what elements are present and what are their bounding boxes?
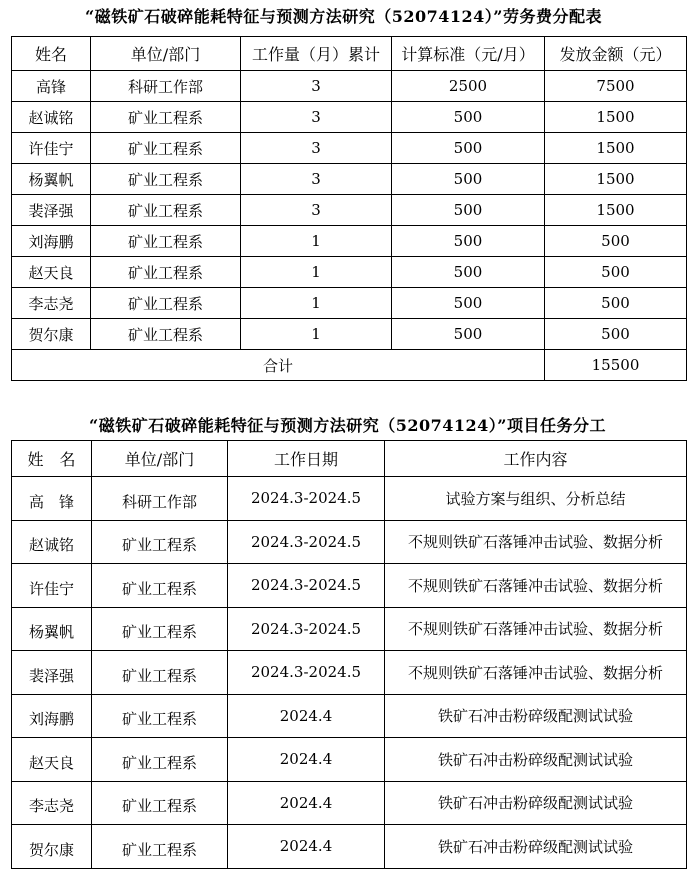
cell-name: 赵诚铭 xyxy=(12,520,92,564)
header-date: 工作日期 xyxy=(228,441,385,477)
cell-name: 裴泽强 xyxy=(12,195,91,226)
cell-date: 2024.4 xyxy=(228,694,385,738)
cell-months: 1 xyxy=(241,257,392,288)
total-amount: 15500 xyxy=(545,350,687,381)
table-row xyxy=(12,164,687,195)
header-name: 姓 名 xyxy=(12,441,92,477)
cell-rate: 500 xyxy=(392,288,545,319)
cell-unit: 矿业工程系 xyxy=(91,195,241,226)
cell-rate: 500 xyxy=(392,195,545,226)
task-table-header-row xyxy=(12,441,687,477)
task-division-table xyxy=(11,440,687,869)
header-amount: 发放金额（元） xyxy=(545,37,687,71)
cell-months: 3 xyxy=(241,71,392,102)
cell-amount: 7500 xyxy=(545,71,687,102)
cell-amount: 1500 xyxy=(545,195,687,226)
cell-unit: 科研工作部 xyxy=(91,71,241,102)
cell-date: 2024.4 xyxy=(228,825,385,869)
cell-unit: 矿业工程系 xyxy=(91,164,241,195)
table-row xyxy=(12,195,687,226)
cell-months: 1 xyxy=(241,226,392,257)
cell-unit: 矿业工程系 xyxy=(92,520,228,564)
table-row xyxy=(12,477,687,521)
table-row xyxy=(12,71,687,102)
cell-amount: 500 xyxy=(545,226,687,257)
cell-content: 铁矿石冲击粉碎级配测试试验 xyxy=(385,825,687,869)
cell-name: 许佳宁 xyxy=(12,564,92,608)
cell-date: 2024.3-2024.5 xyxy=(228,477,385,521)
table-row xyxy=(12,133,687,164)
cell-content: 不规则铁矿石落锤冲击试验、数据分析 xyxy=(385,607,687,651)
cell-name: 杨翼帆 xyxy=(12,607,92,651)
cell-months: 3 xyxy=(241,164,392,195)
cell-amount: 1500 xyxy=(545,133,687,164)
cell-name: 高 锋 xyxy=(12,477,92,521)
cell-rate: 500 xyxy=(392,164,545,195)
cell-name: 赵天良 xyxy=(12,738,92,782)
cell-amount: 500 xyxy=(545,288,687,319)
cell-months: 3 xyxy=(241,102,392,133)
table-row xyxy=(12,607,687,651)
cell-name: 贺尔康 xyxy=(12,319,91,350)
cell-rate: 500 xyxy=(392,226,545,257)
cell-date: 2024.3-2024.5 xyxy=(228,651,385,695)
labor-table-total-row xyxy=(12,350,687,381)
cell-name: 刘海鹏 xyxy=(12,694,92,738)
total-label: 合计 xyxy=(12,350,545,381)
cell-unit: 矿业工程系 xyxy=(91,226,241,257)
cell-date: 2024.3-2024.5 xyxy=(228,520,385,564)
cell-amount: 1500 xyxy=(545,164,687,195)
cell-name: 杨翼帆 xyxy=(12,164,91,195)
cell-name: 赵天良 xyxy=(12,257,91,288)
cell-name: 刘海鹏 xyxy=(12,226,91,257)
cell-name: 裴泽强 xyxy=(12,651,92,695)
cell-date: 2024.3-2024.5 xyxy=(228,564,385,608)
cell-rate: 500 xyxy=(392,133,545,164)
cell-unit: 科研工作部 xyxy=(92,477,228,521)
cell-content: 不规则铁矿石落锤冲击试验、数据分析 xyxy=(385,564,687,608)
header-rate: 计算标准（元/月） xyxy=(392,37,545,71)
labor-table-header-row xyxy=(12,37,687,71)
cell-rate: 500 xyxy=(392,319,545,350)
cell-months: 1 xyxy=(241,288,392,319)
table-row xyxy=(12,257,687,288)
cell-months: 1 xyxy=(241,319,392,350)
cell-unit: 矿业工程系 xyxy=(91,288,241,319)
cell-rate: 500 xyxy=(392,102,545,133)
cell-unit: 矿业工程系 xyxy=(92,607,228,651)
cell-content: 铁矿石冲击粉碎级配测试试验 xyxy=(385,694,687,738)
cell-name: 高锋 xyxy=(12,71,91,102)
cell-content: 试验方案与组织、分析总结 xyxy=(385,477,687,521)
cell-unit: 矿业工程系 xyxy=(91,133,241,164)
labor-table-title: “磁铁矿石破碎能耗特征与预测方法研究（52074124）”劳务费分配表 xyxy=(85,7,602,26)
cell-months: 3 xyxy=(241,195,392,226)
cell-content: 不规则铁矿石落锤冲击试验、数据分析 xyxy=(385,520,687,564)
table-row xyxy=(12,288,687,319)
table-row xyxy=(12,825,687,869)
cell-unit: 矿业工程系 xyxy=(92,651,228,695)
cell-unit: 矿业工程系 xyxy=(91,102,241,133)
header-name: 姓名 xyxy=(12,37,91,71)
cell-unit: 矿业工程系 xyxy=(92,564,228,608)
table-row xyxy=(12,694,687,738)
table-row xyxy=(12,781,687,825)
table-row xyxy=(12,564,687,608)
cell-rate: 500 xyxy=(392,257,545,288)
cell-date: 2024.4 xyxy=(228,781,385,825)
header-content: 工作内容 xyxy=(385,441,687,477)
cell-unit: 矿业工程系 xyxy=(91,257,241,288)
cell-unit: 矿业工程系 xyxy=(92,694,228,738)
task-table-title: “磁铁矿石破碎能耗特征与预测方法研究（52074124）”项目任务分工 xyxy=(89,416,606,435)
cell-amount: 500 xyxy=(545,257,687,288)
cell-unit: 矿业工程系 xyxy=(92,781,228,825)
cell-date: 2024.4 xyxy=(228,738,385,782)
header-months: 工作量（月）累计 xyxy=(241,37,392,71)
table-row xyxy=(12,226,687,257)
table-row xyxy=(12,319,687,350)
cell-unit: 矿业工程系 xyxy=(92,738,228,782)
cell-amount: 500 xyxy=(545,319,687,350)
table-row xyxy=(12,738,687,782)
cell-name: 贺尔康 xyxy=(12,825,92,869)
header-unit: 单位/部门 xyxy=(92,441,228,477)
cell-content: 铁矿石冲击粉碎级配测试试验 xyxy=(385,781,687,825)
header-unit: 单位/部门 xyxy=(91,37,241,71)
cell-name: 许佳宁 xyxy=(12,133,91,164)
cell-content: 铁矿石冲击粉碎级配测试试验 xyxy=(385,738,687,782)
labor-fee-table xyxy=(11,36,687,381)
cell-content: 不规则铁矿石落锤冲击试验、数据分析 xyxy=(385,651,687,695)
cell-name: 李志尧 xyxy=(12,288,91,319)
table-row xyxy=(12,102,687,133)
cell-months: 3 xyxy=(241,133,392,164)
cell-unit: 矿业工程系 xyxy=(92,825,228,869)
cell-unit: 矿业工程系 xyxy=(91,319,241,350)
cell-date: 2024.3-2024.5 xyxy=(228,607,385,651)
cell-rate: 2500 xyxy=(392,71,545,102)
cell-name: 李志尧 xyxy=(12,781,92,825)
table-row xyxy=(12,651,687,695)
cell-name: 赵诚铭 xyxy=(12,102,91,133)
table-row xyxy=(12,520,687,564)
cell-amount: 1500 xyxy=(545,102,687,133)
